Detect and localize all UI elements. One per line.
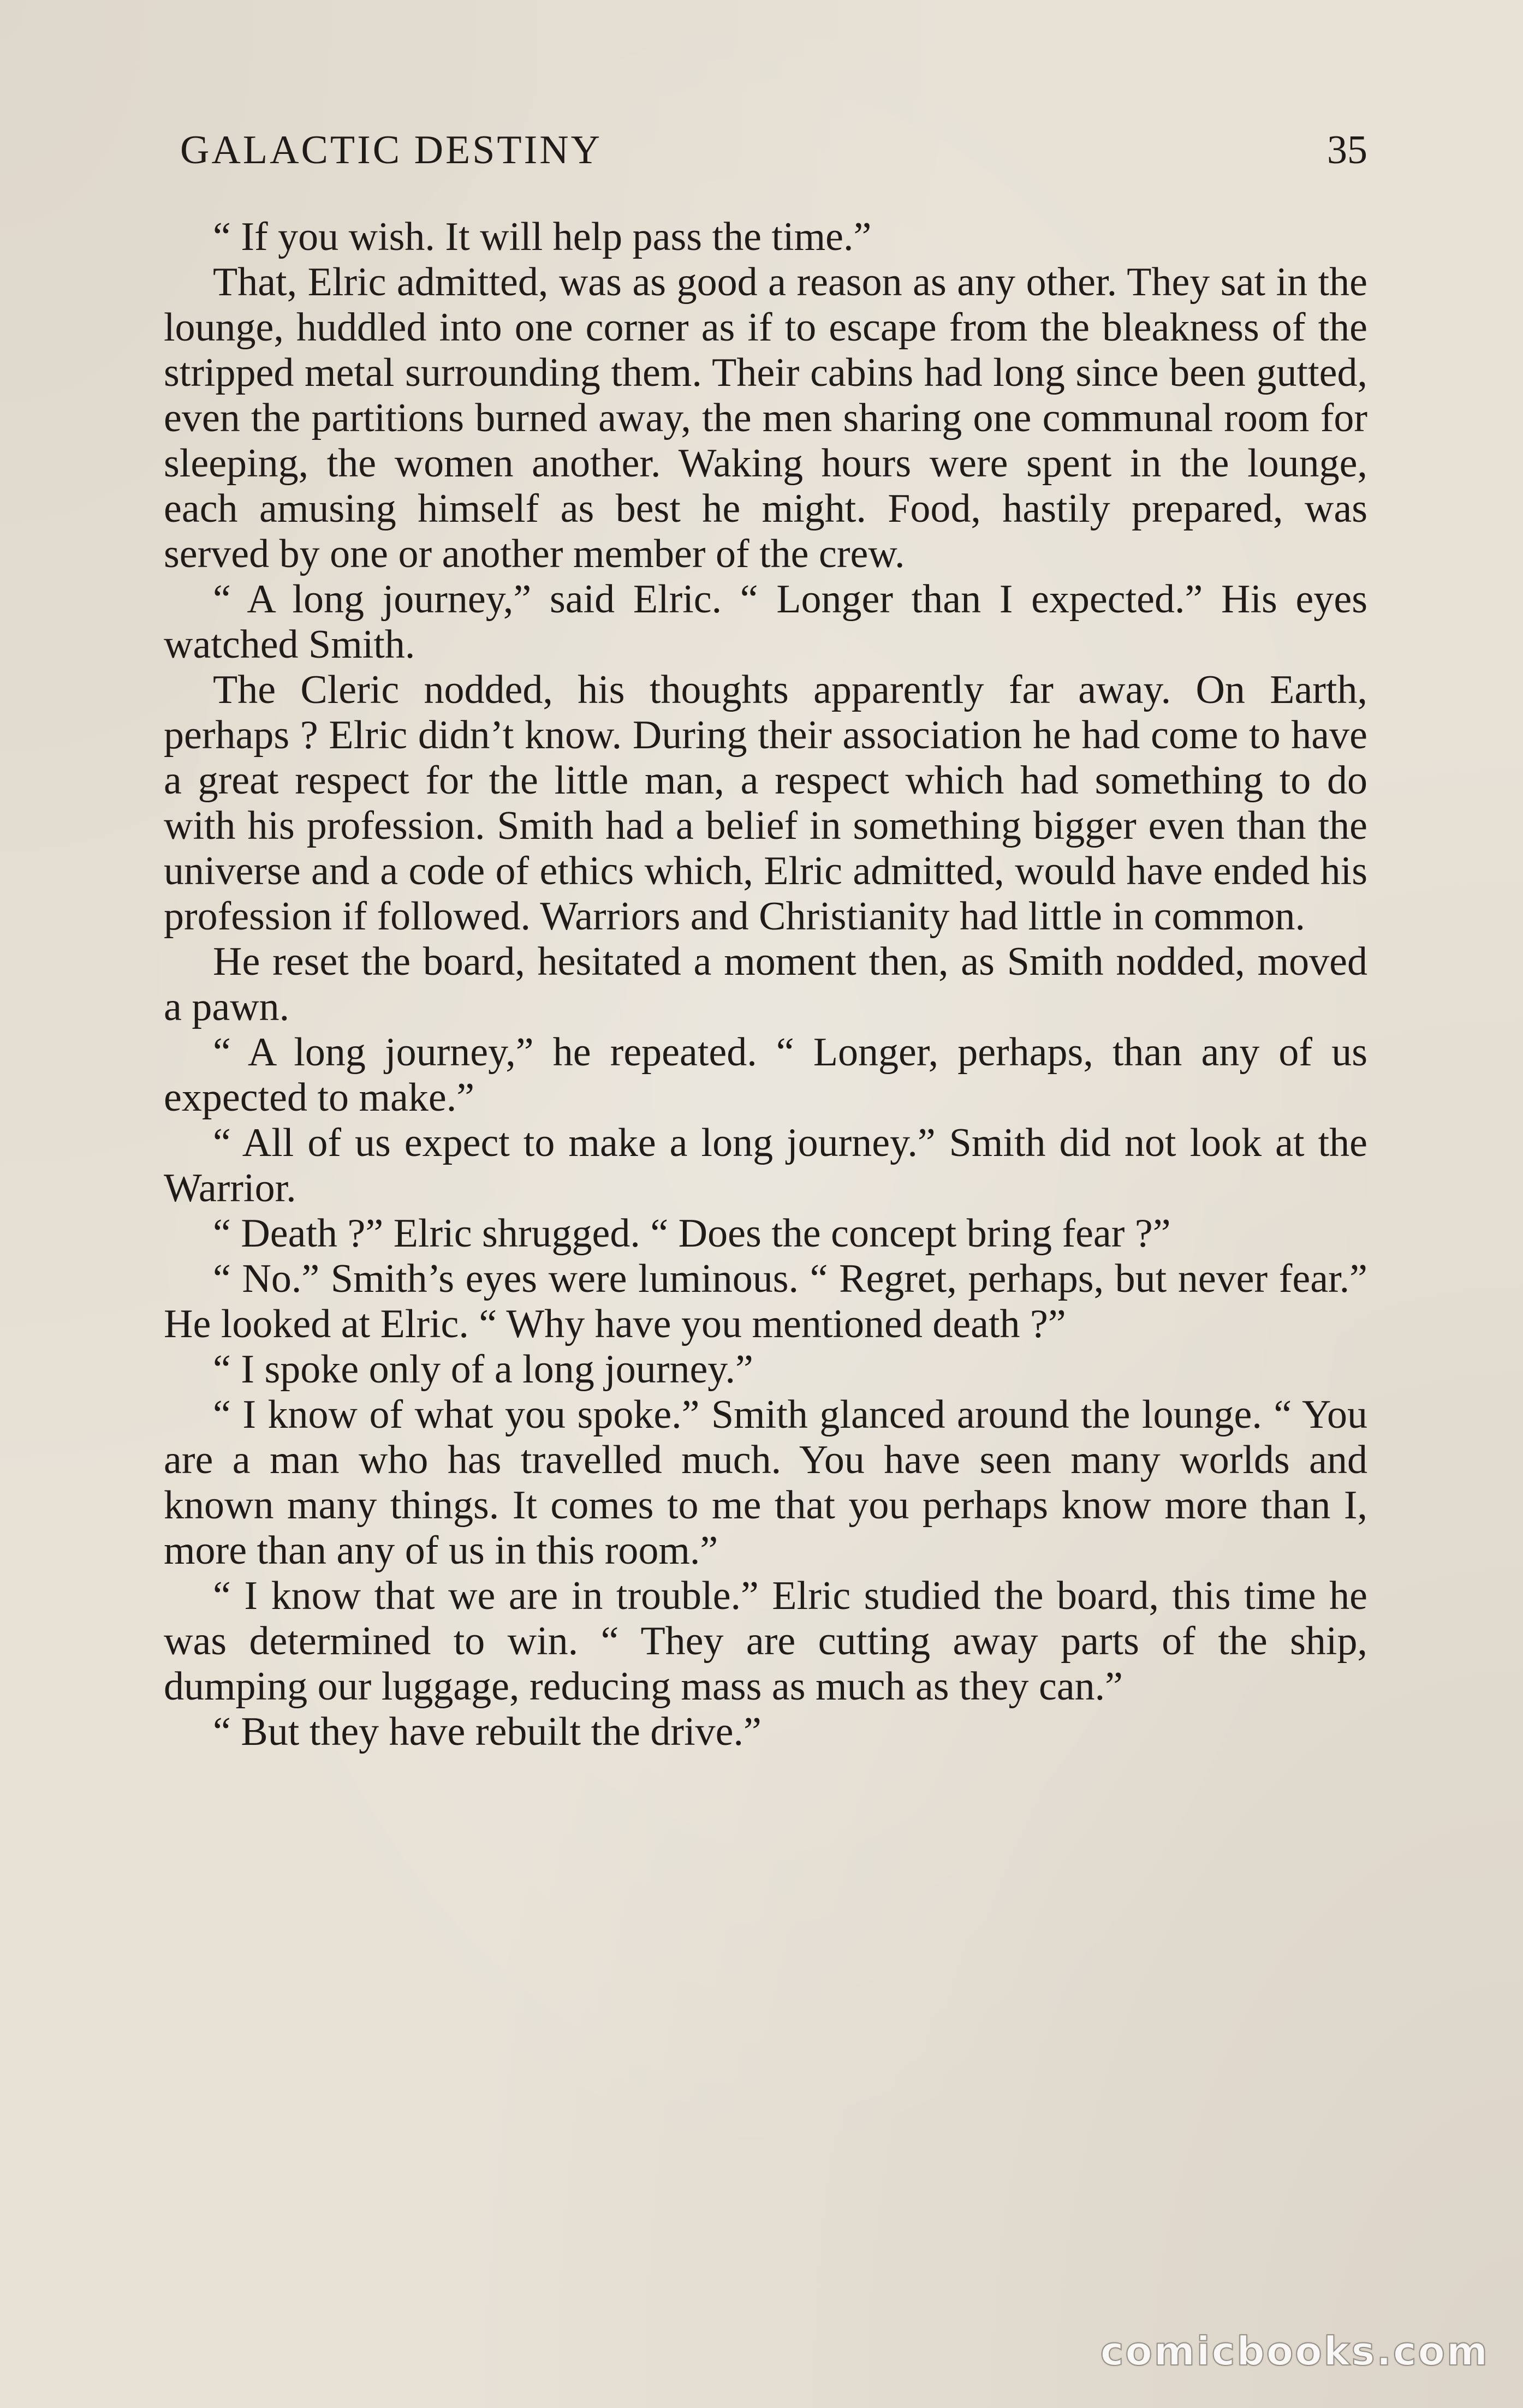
paragraph: “ All of us expect to make a long journey.” Smith did not look at the Warrior. [164, 1120, 1367, 1211]
page-number: 35 [1327, 128, 1367, 172]
paragraph: The Cleric nodded, his thoughts apparently far away. On Earth, perhaps ? Elric didn’t know. During their association he had come to have a great respect for the little man, a respect which had something to do with his profession. Smith had a belief in something bigger even than the universe and a code of ethics which, Elric admitted, would have ended his profession if followed. Warriors and Christianity had little in common. [164, 667, 1367, 939]
body-text [164, 214, 1367, 1755]
paragraph: “ A long journey,” said Elric. “ Longer than I expected.” His eyes watched Smith. [164, 577, 1367, 667]
paragraph: “ If you wish. It will help pass the time.” [213, 214, 872, 259]
watermark: comicbooks.com [1100, 2328, 1489, 2374]
running-head [180, 120, 1367, 180]
paragraph: “ I spoke only of a long journey.” [213, 1347, 753, 1392]
paragraph: “ I know that we are in trouble.” Elric studied the board, this time he was determined to win. “ They are cutting away parts of the ship, dumping our luggage, reducing mass as much as they can.” [164, 1573, 1367, 1709]
paragraph: “ I know of what you spoke.” Smith glanced around the lounge. “ You are a man who has travelled much. You have seen many worlds and known many things. It comes to me that you perhaps know more than I, more than any of us in this room.” [164, 1392, 1367, 1573]
paragraph: That, Elric admitted, was as good a reason as any other. They sat in the lounge, huddled into one corner as if to escape from the bleakness of the stripped metal surrounding them. Their cabins had long since been gutted, even the partitions burned away, the men sharing one communal room for sleeping, the women another. Waking hours were spent in the lounge, each amusing himself as best he might. Food, hastily prepared, was served by one or another member of the crew. [164, 260, 1367, 576]
paragraph: He reset the board, hesitated a moment then, as Smith nodded, moved a pawn. [164, 939, 1367, 1029]
paragraph: “ A long journey,” he repeated. “ Longer, perhaps, than any of us expected to make.” [164, 1030, 1367, 1120]
paragraph: “ Death ?” Elric shrugged. “ Does the concept bring fear ?” [213, 1211, 1171, 1256]
paragraph: “ But they have rebuilt the drive.” [213, 1709, 762, 1754]
running-head-title: GALACTIC DESTINY [180, 128, 603, 172]
paragraph: “ No.” Smith’s eyes were luminous. “ Regret, perhaps, but never fear.” He looked at Elric. “ Why have you mentioned death ?” [164, 1256, 1367, 1346]
